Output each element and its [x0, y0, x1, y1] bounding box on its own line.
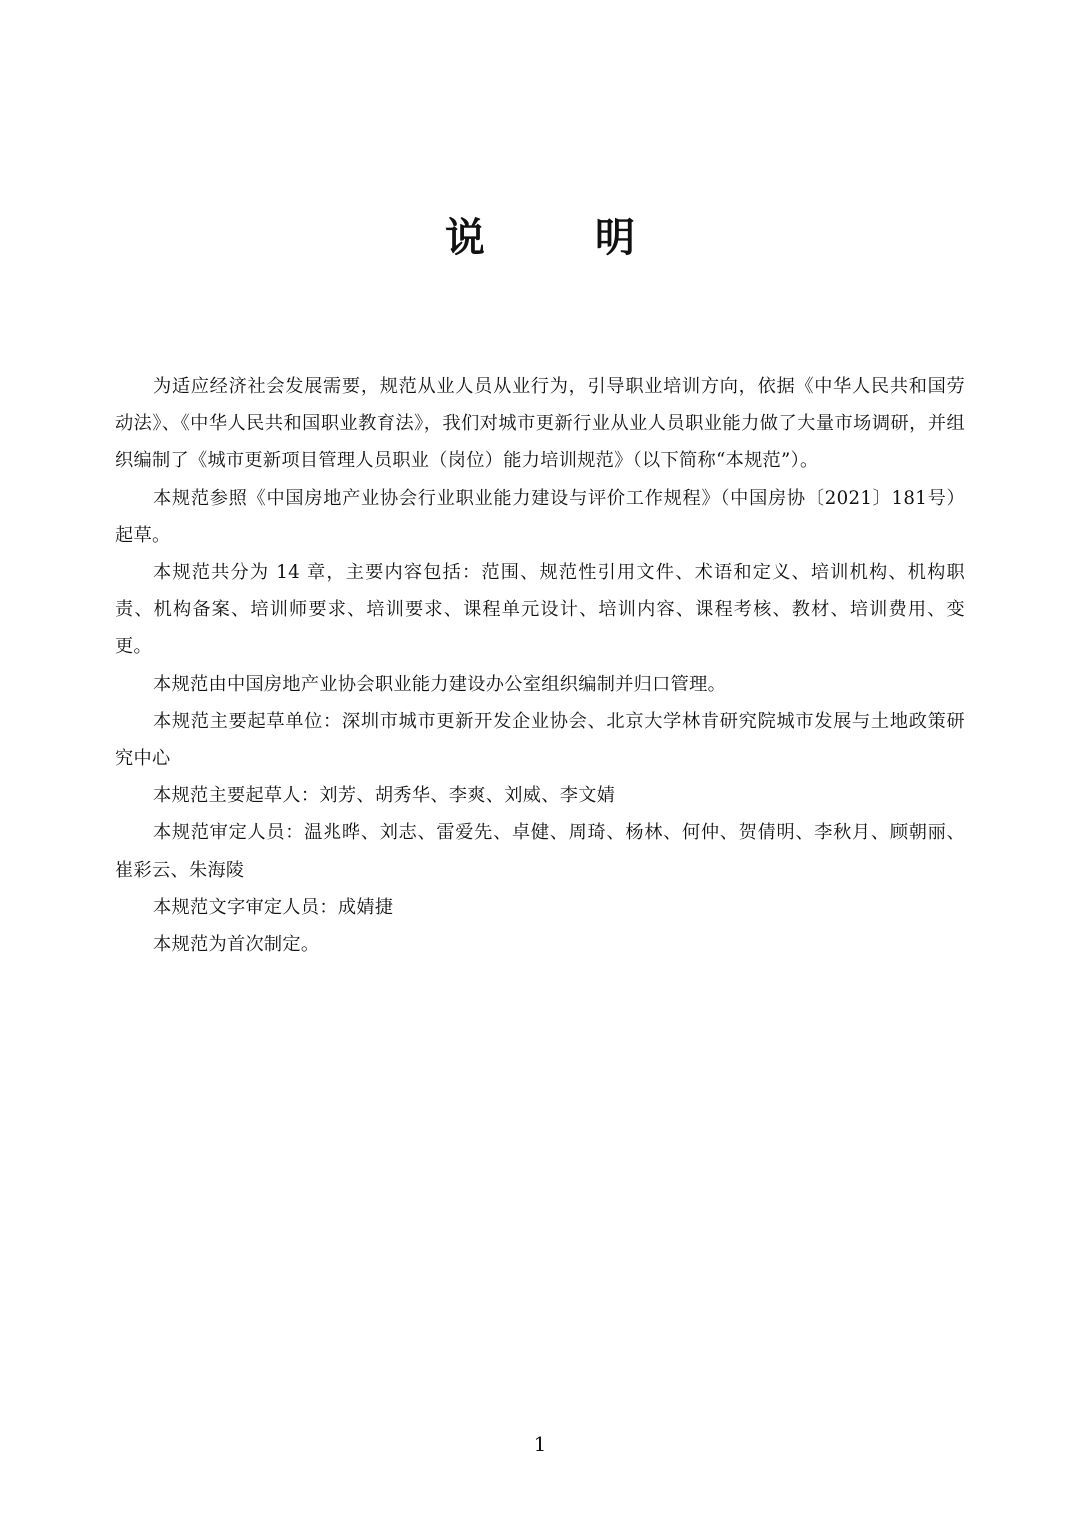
paragraph-reference: 本规范参照《中国房地产业协会行业职业能力建设与评价工作规程》（中国房协〔2021〕181号）起草。 [115, 487, 965, 546]
page-number: 1 [533, 1432, 547, 1456]
paragraph-purpose: 为适应经济社会发展需要，规范从业人员从业行为，引导职业培训方向，依据《中华人民共和国劳动法》、《中华人民共和国职业教育法》，我们对城市更新行业从业人员职业能力做了大量市场调研，并组织编制了《城市更新项目管理人员职业（岗位）能力培训规范》（以下简称“本规范”）。 [115, 376, 965, 472]
paragraph-drafting-units: 本规范主要起草单位：深圳市城市更新开发企业协会、北京大学林肯研究院城市发展与土地政策研究中心 [115, 710, 965, 770]
paragraph-drafters: 本规范主要起草人：刘芳、胡秀华、李爽、刘威、李文婧 [153, 785, 616, 807]
paragraph-text-reviewer: 本规范文字审定人员：成婧捷 [153, 896, 394, 918]
paragraph-first-edition: 本规范为首次制定。 [153, 934, 320, 956]
paragraph-management: 本规范由中国房地产业协会职业能力建设办公室组织编制并归口管理。 [153, 673, 727, 695]
paragraph-contents: 本规范共分为 14 章，主要内容包括：范围、规范性引用文件、术语和定义、培训机构、机构职责、机构备案、培训师要求、培训要求、课程单元设计、培训内容、课程考核、教材、培训费用、变更。 [115, 562, 965, 658]
paragraph-reviewers: 本规范审定人员：温兆晔、刘志、雷爱先、卓健、周琦、杨林、何仲、贺倩明、李秋月、顾朝丽、崔彩云、朱海陵 [115, 822, 965, 881]
page-title: 说 明 [445, 214, 683, 261]
document-body [115, 368, 965, 963]
